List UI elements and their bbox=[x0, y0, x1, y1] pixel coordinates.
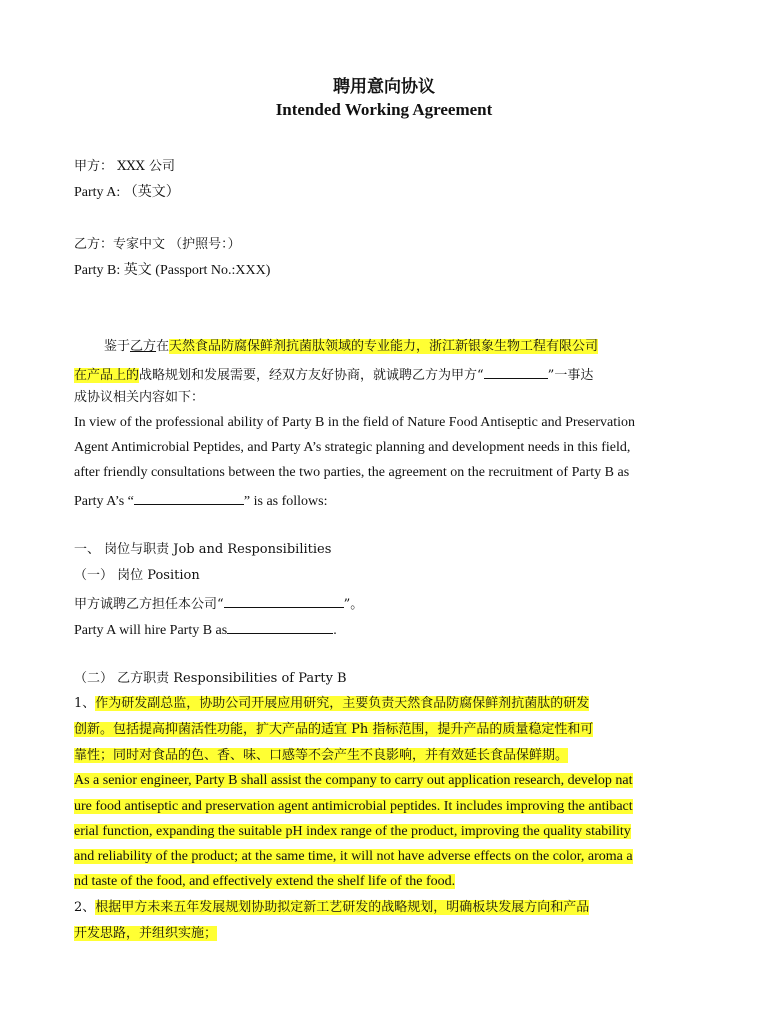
responsibility-1-english-line-4 bbox=[74, 848, 633, 866]
party-b-english: Party B: 英文 (Passport No.:XXX) bbox=[74, 263, 271, 278]
highlighted-text: 靠性；同时对食品的色、香、味、口感等不会产生不良影响，并有效延长食品保鲜期。 bbox=[74, 748, 569, 763]
intro-text: ” is as follows: bbox=[243, 494, 328, 509]
responsibility-2-chinese-line-1 bbox=[74, 899, 589, 917]
party-a-english: Party A: （英文） bbox=[74, 185, 180, 200]
responsibility-1-english-line-1 bbox=[74, 772, 633, 790]
intro-text: ”一事达 bbox=[547, 368, 594, 383]
highlighted-text: 天然食品防腐保鲜剂抗菌肽领域的专业能力，浙江新银象生物工程有限公司 bbox=[169, 339, 599, 354]
party-b-chinese: 乙方：专家中文 （护照号：） bbox=[74, 237, 241, 252]
intro-chinese-line-2 bbox=[74, 364, 593, 385]
responsibility-1-english-line-2 bbox=[74, 798, 633, 816]
intro-chinese-line-3: 成协议相关内容如下： bbox=[74, 390, 205, 405]
responsibility-1-chinese-line-2 bbox=[74, 721, 593, 739]
fill-in-blank[interactable] bbox=[224, 593, 344, 608]
intro-english-line-1: In view of the professional ability of Party B in the field of Nature Food Antiseptic and Preservation bbox=[74, 415, 636, 430]
intro-chinese-line-1 bbox=[104, 338, 598, 356]
highlighted-text: and reliability of the product; at the same time, it will not have adverse effects on the color, aroma a bbox=[74, 849, 633, 864]
responsibility-1-english-line-3 bbox=[74, 823, 631, 841]
responsibility-1-chinese-line-3 bbox=[74, 747, 568, 765]
highlighted-text: 作为研发副总监，协助公司开展应用研究，主要负责天然食品防腐保鲜剂抗菌肽的研发 bbox=[95, 696, 590, 711]
party-a-chinese: 甲方： XXX 公司 bbox=[74, 159, 176, 174]
highlighted-text: ure food antiseptic and preservation agent antimicrobial peptides. It includes improving the antibact bbox=[74, 799, 633, 814]
document-title-chinese: 聘用意向协议 bbox=[333, 77, 435, 97]
list-number: 2、 bbox=[74, 900, 96, 915]
hire-text: Party A will hire Party B as bbox=[74, 623, 228, 638]
list-number: 1、 bbox=[74, 696, 96, 711]
intro-text: 鉴于 bbox=[104, 339, 131, 354]
responsibility-1-english-line-5 bbox=[74, 873, 455, 891]
subsection-responsibilities-heading: （二） 乙方职责 Responsibilities of Party B bbox=[74, 671, 347, 686]
hire-text: . bbox=[333, 623, 337, 638]
responsibility-2-chinese-line-2 bbox=[74, 925, 217, 943]
intro-english-line-3: after friendly consultations between the two parties, the agreement on the recruitment of Party B as bbox=[74, 465, 630, 480]
highlighted-text: 开发思路，并组织实施； bbox=[74, 926, 218, 941]
intro-text: Party A’s “ bbox=[74, 494, 134, 509]
highlighted-text: 创新。包括提高抑菌活性功能，扩大产品的适宜 Ph 指标范围，提升产品的质量稳定性和可 bbox=[74, 722, 594, 737]
hire-text: ”。 bbox=[343, 597, 364, 612]
responsibility-1-chinese-line-1 bbox=[74, 695, 589, 713]
intro-text: 在 bbox=[156, 339, 170, 354]
intro-text: 战略规划和发展需要，经双方友好协商，就诚聘乙方为甲方“ bbox=[139, 368, 484, 383]
intro-party-b-underlined: 乙方 bbox=[130, 339, 157, 354]
highlighted-text: nd taste of the food, and effectively extend the shelf life of the food. bbox=[74, 874, 456, 889]
hire-text: 甲方诚聘乙方担任本公司“ bbox=[74, 597, 224, 612]
fill-in-blank[interactable] bbox=[134, 490, 244, 505]
section-1-heading: 一、 岗位与职责 Job and Responsibilities bbox=[74, 542, 332, 557]
intro-english-line-4 bbox=[74, 490, 328, 511]
highlighted-text: As a senior engineer, Party B shall assist the company to carry out application research, develop nat bbox=[74, 773, 633, 788]
hire-chinese-line bbox=[74, 593, 363, 614]
highlighted-text: 在产品上的 bbox=[74, 368, 140, 383]
intro-english-line-2: Agent Antimicrobial Peptides, and Party A’s strategic planning and development needs in this field, bbox=[74, 440, 631, 455]
fill-in-blank[interactable] bbox=[227, 619, 333, 634]
document-title-english: Intended Working Agreement bbox=[275, 100, 493, 119]
highlighted-text: 根据甲方未来五年发展规划协助拟定新工艺研发的战略规划，明确板块发展方向和产品 bbox=[95, 900, 590, 915]
hire-english-line bbox=[74, 619, 337, 640]
highlighted-text: erial function, expanding the suitable pH index range of the product, improving the quality stability bbox=[74, 824, 631, 839]
fill-in-blank[interactable] bbox=[484, 364, 548, 379]
subsection-position-heading: （一） 岗位 Position bbox=[74, 568, 200, 583]
